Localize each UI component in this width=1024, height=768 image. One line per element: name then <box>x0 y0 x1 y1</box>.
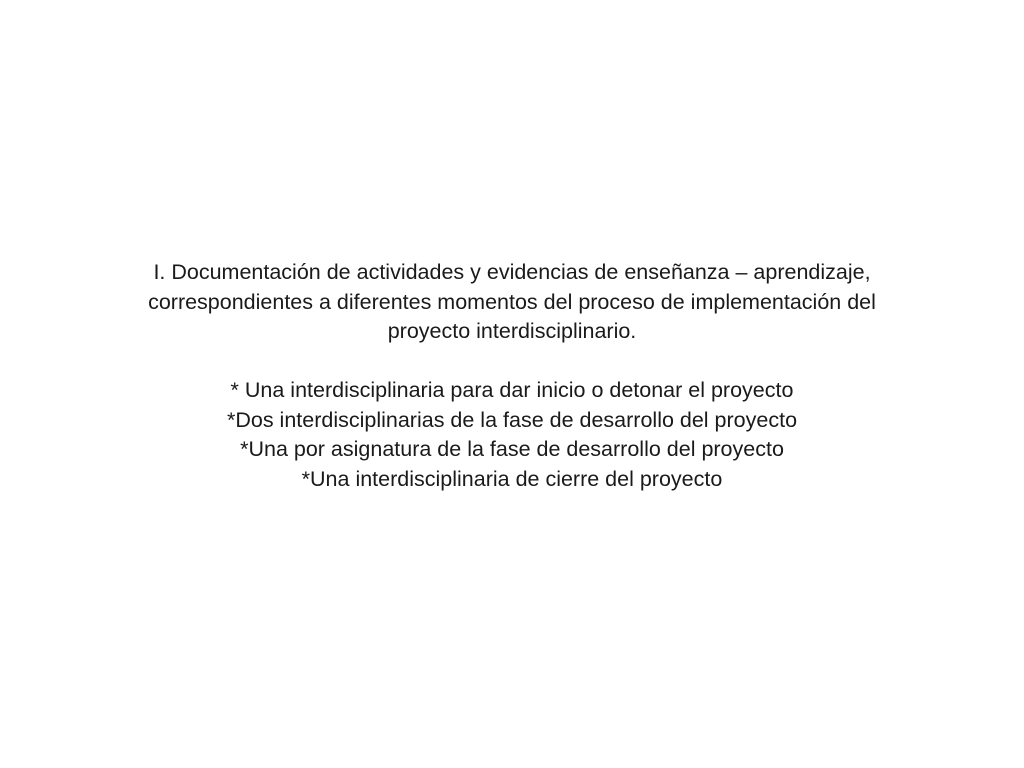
bullet-line-2: *Dos interdisciplinarias de la fase de desarrollo del proyecto <box>226 407 798 432</box>
blank-line <box>40 347 984 377</box>
slide-text-block <box>40 258 984 494</box>
heading-line-2: correspondientes a diferentes momentos del proceso de implementación del <box>148 289 876 314</box>
heading-line-3: proyecto interdisciplinario. <box>387 319 637 343</box>
bullet-line-3: *Una por asignatura de la fase de desarrollo del proyecto <box>240 437 784 461</box>
bullet-line-4: *Una interdisciplinaria de cierre del proyecto <box>301 466 723 491</box>
heading-line-1: I. Documentación de actividades y evidencias de enseñanza – aprendizaje, <box>153 260 871 284</box>
bullet-line-1: * Una interdisciplinaria para dar inicio o detonar el proyecto <box>230 378 794 402</box>
